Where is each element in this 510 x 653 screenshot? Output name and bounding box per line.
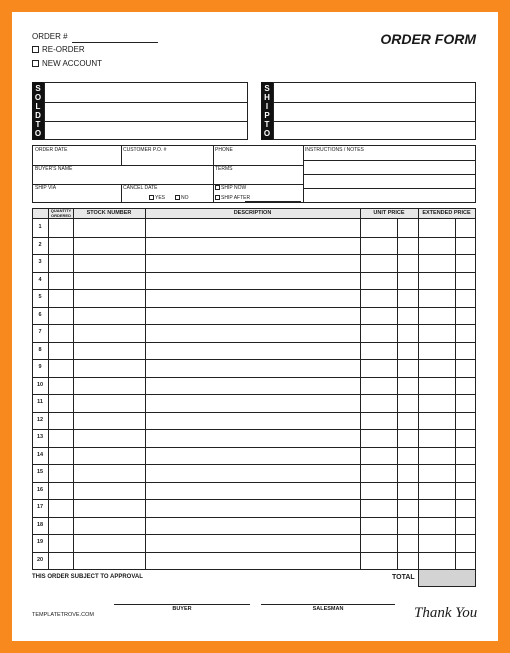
- row-number: 1: [38, 224, 42, 230]
- reorder-option[interactable]: [32, 45, 85, 54]
- items-table: [32, 208, 476, 570]
- ship-to-line: [274, 121, 475, 122]
- row-number: 9: [38, 364, 42, 370]
- column-line: [48, 209, 49, 569]
- row-number: 2: [38, 241, 42, 248]
- ship-after-line: [245, 201, 301, 202]
- table-row[interactable]: [33, 412, 475, 413]
- table-row[interactable]: [33, 272, 475, 273]
- buyer-signature-line[interactable]: [114, 604, 250, 605]
- row-number: 3: [38, 259, 42, 265]
- customer-po-label: CUSTOMER P.O. #: [123, 147, 167, 153]
- table-row[interactable]: [33, 499, 475, 500]
- salesman-signature-line[interactable]: [261, 604, 395, 605]
- notes-line: [303, 160, 476, 161]
- table-row[interactable]: [33, 552, 475, 553]
- table-row[interactable]: [33, 429, 475, 430]
- sold-to-line: [45, 102, 247, 103]
- extended-price-header: EXTENDED PRICE: [422, 210, 471, 216]
- total-field[interactable]: [418, 569, 476, 587]
- no-checkbox[interactable]: [175, 195, 180, 200]
- table-row[interactable]: [33, 447, 475, 448]
- table-row[interactable]: [33, 569, 475, 570]
- row-number: 19: [36, 539, 44, 545]
- row-number: 16: [36, 486, 44, 493]
- yes-option[interactable]: [149, 195, 165, 201]
- sold-to-box[interactable]: [44, 82, 248, 140]
- ship-to-strip: [261, 82, 273, 140]
- row-number: 6: [38, 311, 42, 318]
- source-credit: TEMPLATETROVE.COM: [32, 612, 94, 618]
- row-number: 14: [36, 451, 44, 458]
- new-account-option[interactable]: [32, 59, 102, 68]
- new-account-label: NEW ACCOUNT: [42, 59, 102, 68]
- cancel-date-label: CANCEL DATE: [123, 185, 158, 191]
- table-row[interactable]: [33, 359, 475, 360]
- ship-letter: T: [264, 120, 270, 129]
- description-header: DESCRIPTION: [233, 210, 272, 216]
- buyers-name-label: BUYER'S NAME: [35, 166, 73, 172]
- no-label: NO: [181, 195, 189, 201]
- column-line: [73, 209, 74, 569]
- salesman-label: SALESMAN: [312, 606, 344, 612]
- ship-after-checkbox[interactable]: [215, 195, 220, 200]
- table-row[interactable]: [33, 342, 475, 343]
- column-line: [145, 209, 146, 569]
- grid-divider: [121, 184, 122, 203]
- table-row[interactable]: [33, 534, 475, 535]
- table-row[interactable]: [33, 289, 475, 290]
- ship-to-box[interactable]: [273, 82, 476, 140]
- column-line: [418, 209, 419, 569]
- column-line: [360, 209, 361, 569]
- sold-letter: S: [35, 84, 41, 93]
- row-number: 8: [38, 346, 42, 353]
- ship-letter: P: [264, 111, 270, 120]
- order-number-label: ORDER #: [32, 32, 68, 41]
- grid-divider: [213, 146, 214, 203]
- order-form-page: [12, 12, 498, 641]
- row-number: 10: [36, 381, 44, 388]
- sold-letter: L: [35, 102, 41, 111]
- table-row[interactable]: [33, 254, 475, 255]
- row-number: 5: [38, 294, 42, 300]
- row-number: 20: [36, 556, 44, 563]
- new-account-checkbox[interactable]: [32, 60, 39, 67]
- table-row[interactable]: [33, 464, 475, 465]
- table-row[interactable]: [33, 482, 475, 483]
- buyer-label: BUYER: [172, 606, 192, 612]
- sold-to-strip: [32, 82, 44, 140]
- thank-you-text: Thank You: [414, 605, 478, 621]
- ship-letter: H: [264, 93, 270, 102]
- sold-letter: O: [34, 93, 42, 102]
- row-number: 18: [36, 521, 44, 528]
- notes-line: [303, 174, 476, 175]
- reorder-checkbox[interactable]: [32, 46, 39, 53]
- stock-number-header: STOCK NUMBER: [86, 210, 132, 216]
- sold-to-line: [45, 121, 247, 122]
- grid-divider: [33, 184, 303, 185]
- ship-letter: I: [265, 102, 269, 111]
- quantity-header: QUANTITY ORDERED: [50, 208, 72, 218]
- total-label: TOTAL: [392, 574, 415, 581]
- row-number: 17: [36, 504, 44, 510]
- approval-note: THIS ORDER SUBJECT TO APPROVAL: [32, 574, 143, 580]
- unit-price-header: UNIT PRICE: [373, 210, 405, 216]
- order-date-label: ORDER DATE: [35, 147, 68, 153]
- table-row[interactable]: [33, 307, 475, 308]
- no-option[interactable]: [175, 195, 189, 201]
- ship-now-checkbox[interactable]: [215, 185, 220, 190]
- ship-now-label: SHIP NOW: [221, 185, 247, 191]
- table-row[interactable]: [33, 237, 475, 238]
- row-number: 4: [38, 276, 42, 283]
- row-number: 15: [36, 469, 44, 475]
- table-row[interactable]: [33, 324, 475, 325]
- sold-letter: D: [35, 111, 41, 120]
- ship-via-label: SHIP VIA: [35, 185, 57, 191]
- row-number: 12: [36, 416, 44, 423]
- row-number: 13: [36, 434, 44, 440]
- grid-divider: [121, 146, 122, 165]
- ship-after-label: SHIP AFTER: [221, 195, 251, 201]
- phone-label: PHONE: [215, 147, 233, 153]
- order-info-grid: [32, 145, 476, 203]
- yes-checkbox[interactable]: [149, 195, 154, 200]
- sold-letter: T: [35, 120, 41, 129]
- grid-divider: [33, 165, 303, 166]
- ship-letter: O: [263, 129, 271, 138]
- order-number-field[interactable]: [32, 32, 68, 41]
- row-number: 11: [37, 399, 43, 405]
- instructions-label: INSTRUCTIONS / NOTES: [305, 147, 364, 153]
- table-row[interactable]: [33, 394, 475, 395]
- ship-letter: S: [264, 84, 270, 93]
- table-row[interactable]: [33, 517, 475, 518]
- row-number: 7: [38, 329, 42, 335]
- ship-to-line: [274, 102, 475, 103]
- notes-line: [303, 188, 476, 189]
- ship-now-option[interactable]: [215, 185, 246, 191]
- order-number-line: [72, 42, 158, 43]
- form-title: ORDER FORM: [380, 31, 476, 47]
- terms-label: TERMS: [215, 166, 233, 172]
- yes-label: YES: [155, 195, 166, 201]
- reorder-label: RE-ORDER: [42, 45, 85, 54]
- table-row[interactable]: [33, 377, 475, 378]
- header-divider: [33, 218, 475, 219]
- sold-letter: O: [34, 129, 42, 138]
